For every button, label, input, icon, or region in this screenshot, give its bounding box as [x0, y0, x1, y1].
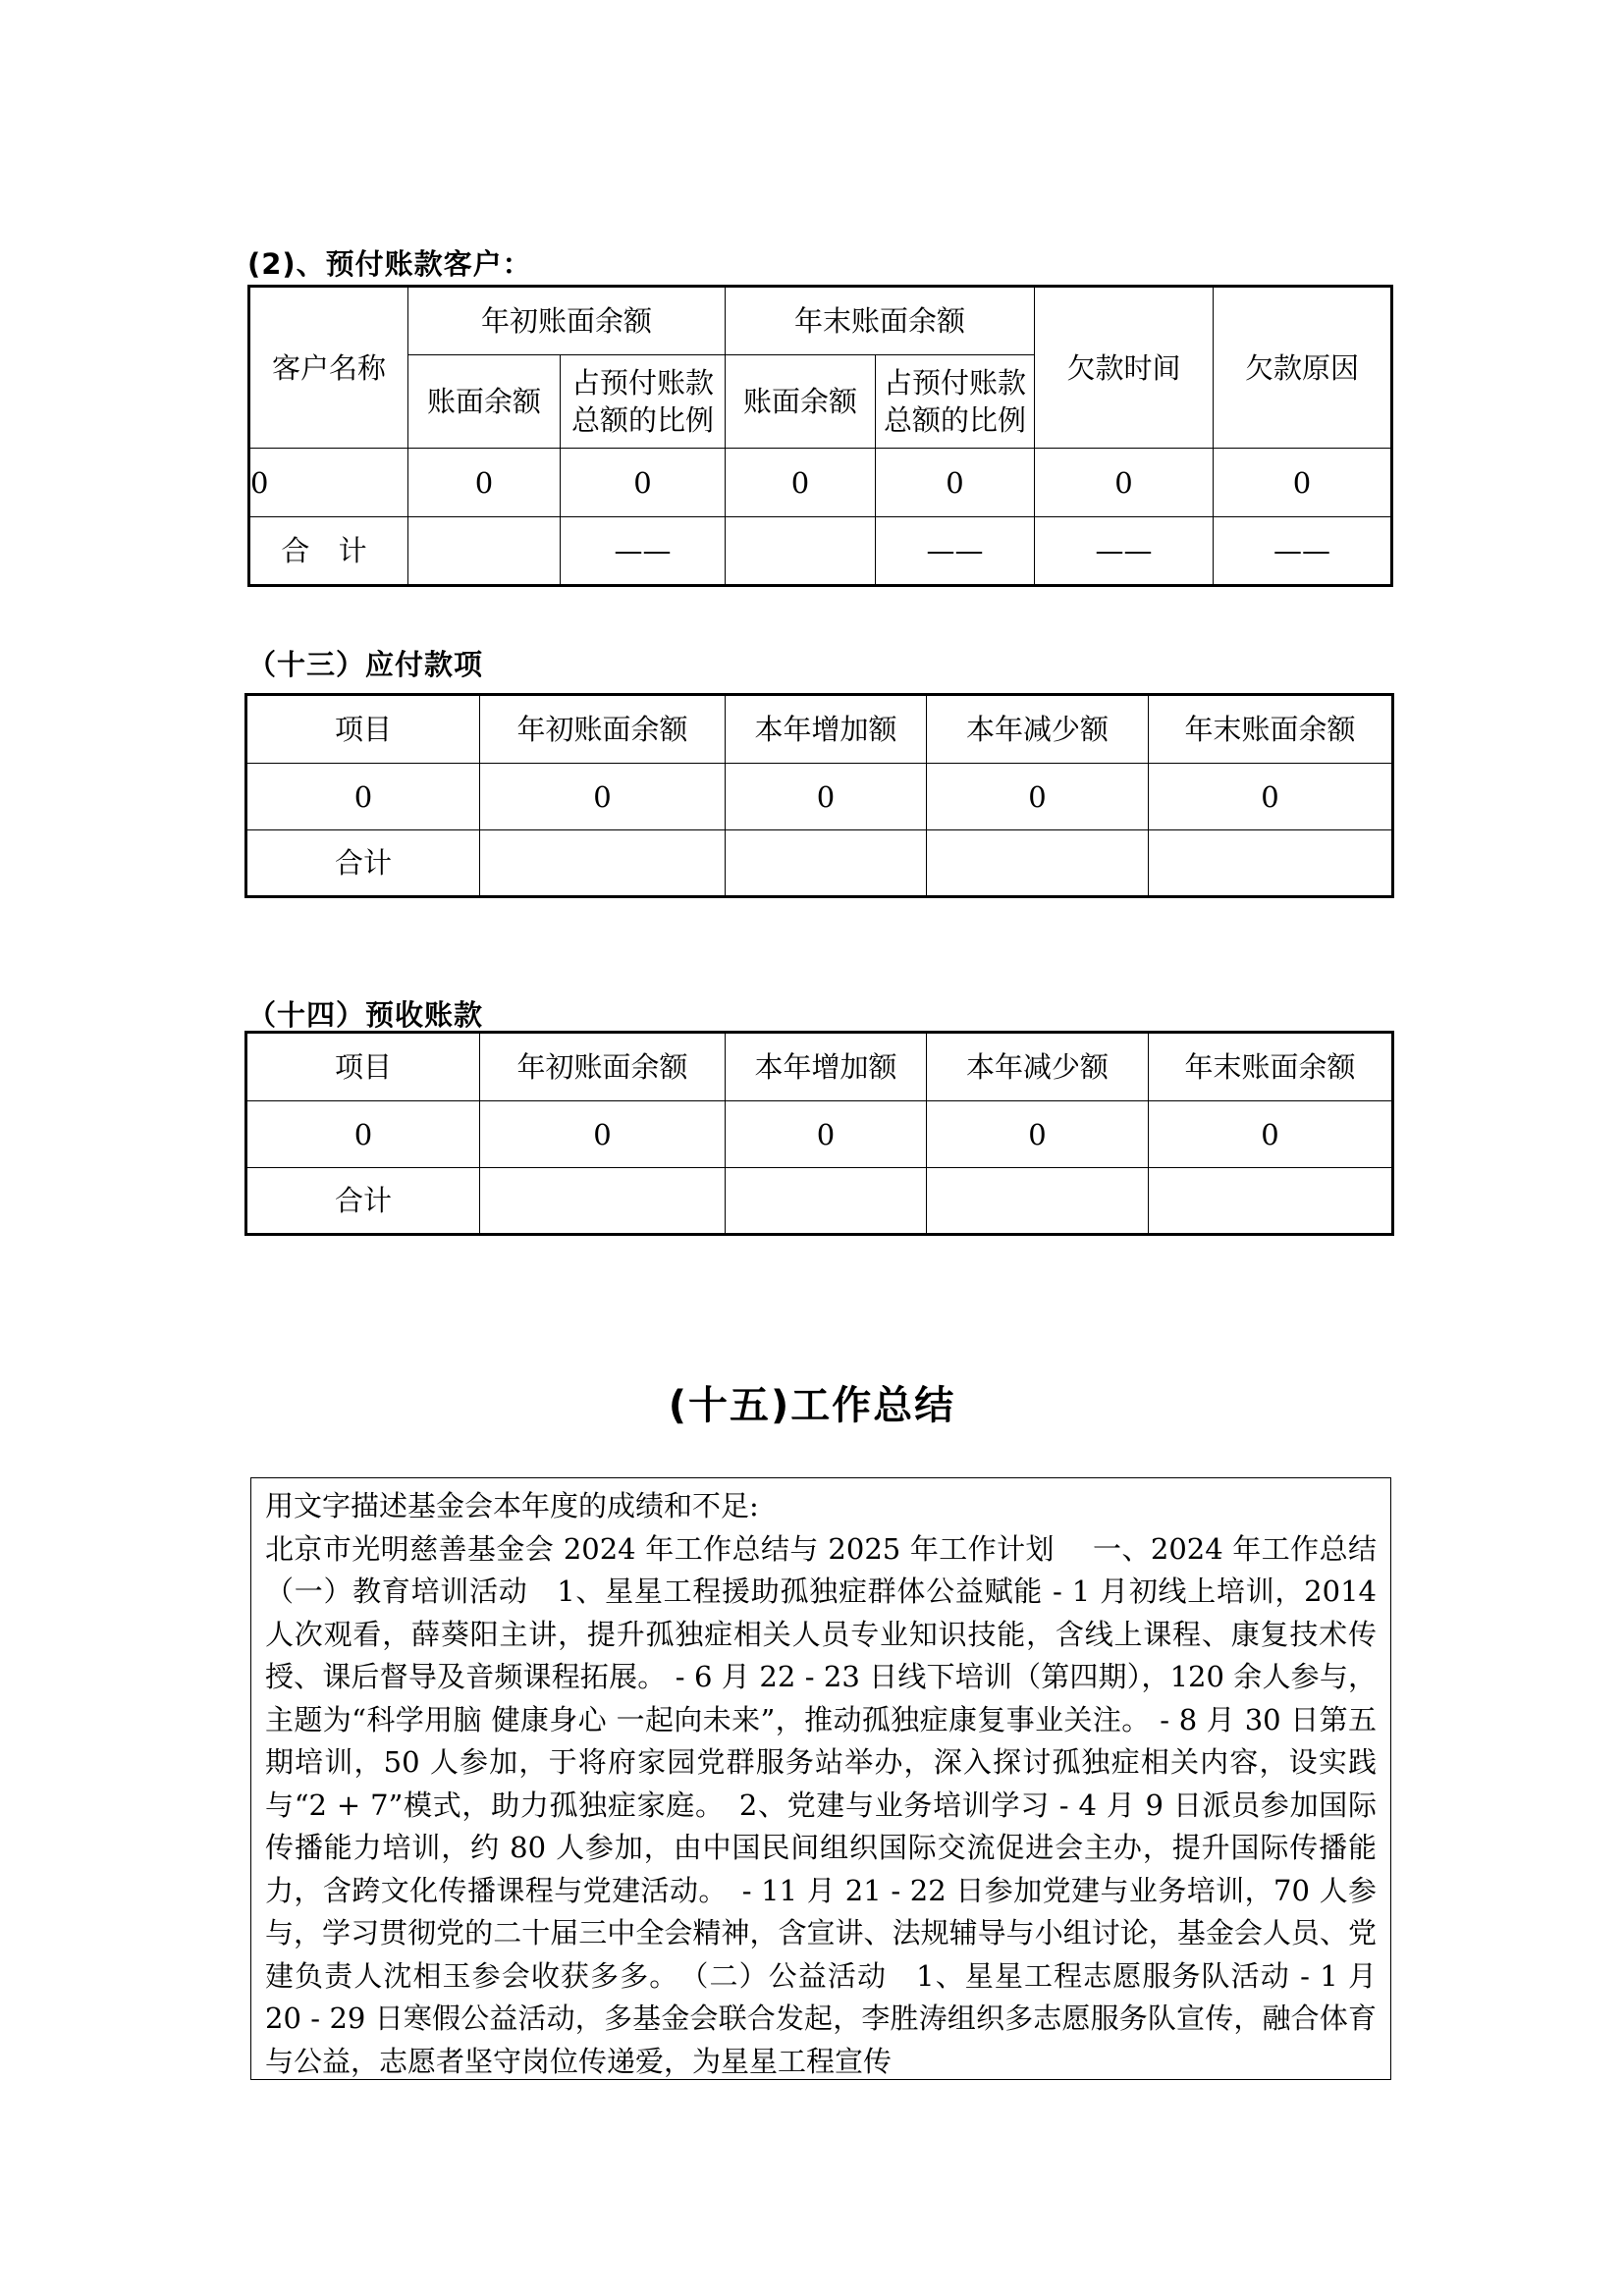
payables-table: [244, 693, 1394, 898]
table-cell: 0: [246, 1101, 480, 1168]
table-cell: 0: [876, 449, 1035, 517]
total-label: 合计: [246, 830, 480, 897]
total-row: [246, 1168, 1393, 1235]
header-decrease: 本年减少额: [927, 1033, 1149, 1101]
prepaid-heading: (2)、预付账款客户：: [247, 247, 532, 281]
table-cell: 0: [249, 449, 408, 517]
header-customer-name: 客户名称: [249, 287, 408, 449]
table-cell: [480, 1168, 726, 1235]
table-cell: [927, 1168, 1149, 1235]
total-row: [246, 830, 1393, 897]
table-cell: 0: [480, 764, 726, 830]
header-closing-balance: 年末账面余额: [1149, 1033, 1393, 1101]
header-increase: 本年增加额: [726, 695, 927, 764]
header-overdue-reason: 欠款原因: [1214, 287, 1392, 449]
table-cell: 0: [927, 1101, 1149, 1168]
total-label: 合 计: [249, 517, 408, 586]
table-cell: [480, 830, 726, 897]
table-cell: [1149, 830, 1393, 897]
header-opening-balance: 年初账面余额: [408, 287, 726, 355]
table-cell: 0: [1214, 449, 1392, 517]
work-summary-box: [250, 1477, 1406, 2080]
prepaid-table: [247, 285, 1393, 587]
header-closing-balance: 年末账面余额: [726, 287, 1035, 355]
table-cell: [726, 1168, 927, 1235]
table-cell: ——: [876, 517, 1035, 586]
header-decrease: 本年减少额: [927, 695, 1149, 764]
table-cell: [1149, 1168, 1393, 1235]
header-opening-balance: 年初账面余额: [480, 1033, 726, 1101]
table-cell: 0: [480, 1101, 726, 1168]
table-cell: [927, 830, 1149, 897]
header-ratio: 占预付账款总额的比例: [561, 355, 726, 449]
header-book-balance: 账面余额: [726, 355, 876, 449]
table-cell: 0: [408, 449, 561, 517]
header-overdue-time: 欠款时间: [1035, 287, 1214, 449]
work-summary-title: (十五)工作总结: [668, 1383, 956, 1428]
table-cell: 0: [561, 449, 726, 517]
header-item: 项目: [246, 695, 480, 764]
header-item: 项目: [246, 1033, 480, 1101]
total-row: [249, 517, 1392, 586]
work-summary-prompt: 用文字描述基金会本年度的成绩和不足:: [265, 1489, 759, 1522]
header-ratio: 占预付账款总额的比例: [876, 355, 1035, 449]
table-cell: ——: [1214, 517, 1392, 586]
table-cell: 0: [246, 764, 480, 830]
table-row: [249, 449, 1392, 517]
table-cell: 0: [726, 764, 927, 830]
table-cell: 0: [1149, 1101, 1393, 1168]
work-summary-body: 北京市光明慈善基金会 2024 年工作总结与 2025 年工作计划 一、2024 年工作总结 （一）教育培训活动 1、星星工程援助孤独症群体公益赋能 - 1 月初线上培训，2014 人次观看，薛葵阳主讲，提升孤独症相关人员专业知识技能，含线上课程、康复技术传授、课后督导及音频课程拓展。 - 6 月 22 - 23 日线下培训（第四期），120 余人参与，主题为“科学用脑 健康身心 一起向未来”，推动孤独症康复事业关注。 - 8 月 30 日第五期培训，50 人参加，于将府家园党群服务站举办，深入探讨孤独症相关内容，设实践与“2 + 7”模式，助力孤独症家庭。 2、党建与业务培训学习 - 4 月 9 日派员参加国际传播能力培训，约 80 人参加，由中国民间组织国际交流促进会主办，提升国际传播能力，含跨文化传播课程与党建活动。 - 11 月 21 - 22 日参加党建与业务培训，70 人参与，学习贯彻党的二十届三中全会精神，含宣讲、法规辅导与小组讨论，基金会人员、党建负责人沈相玉参会收获多多。 （二）公益活动 1、星星工程志愿服务队活动 - 1 月 20 - 29 日寒假公益活动，多基金会联合发起，李胜涛组织多志愿服务队宣传，融合体育与公益，志愿者坚守岗位传递爱，为星星工程宣传: [265, 1531, 1406, 2078]
header-book-balance: 账面余额: [408, 355, 561, 449]
total-label: 合计: [246, 1168, 480, 1235]
table-row: [246, 1101, 1393, 1168]
table-cell: [726, 830, 927, 897]
header-closing-balance: 年末账面余额: [1149, 695, 1393, 764]
table-cell: 0: [1035, 449, 1214, 517]
advances-heading: （十四）预收账款: [247, 998, 484, 1032]
table-row: [246, 764, 1393, 830]
table-cell: [408, 517, 561, 586]
table-cell: ——: [561, 517, 726, 586]
table-cell: 0: [1149, 764, 1393, 830]
table-cell: ——: [1035, 517, 1214, 586]
table-cell: 0: [726, 449, 876, 517]
header-opening-balance: 年初账面余额: [480, 695, 726, 764]
table-cell: 0: [927, 764, 1149, 830]
header-increase: 本年增加额: [726, 1033, 927, 1101]
advances-table: [244, 1031, 1394, 1236]
payables-heading: （十三）应付款项: [247, 648, 484, 681]
table-cell: [726, 517, 876, 586]
table-cell: 0: [726, 1101, 927, 1168]
